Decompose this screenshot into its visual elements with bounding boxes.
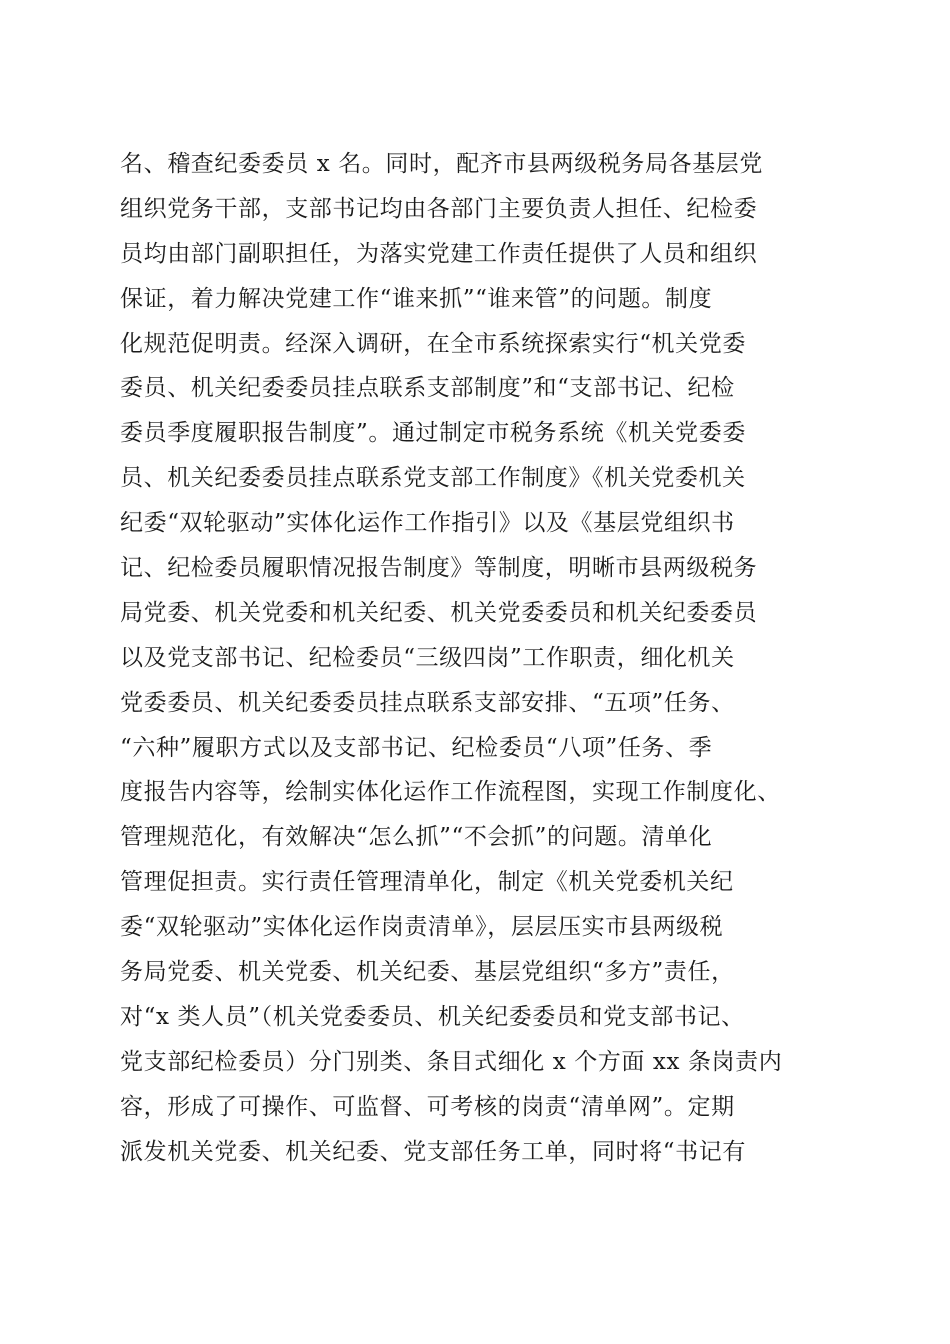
text-line: 委员、机关纪委委员挂点联系支部制度”和“支部书记、纪检 bbox=[120, 375, 735, 402]
text-line: 党支部纪检委员）分门别类、条目式细化 x 个方面 xx 条岗责内 bbox=[120, 1048, 783, 1075]
text-line: 对“x 类人员”（机关党委委员、机关纪委委员和党支部书记、 bbox=[120, 1003, 745, 1030]
text-line: 化规范促明责。经深入调研，在全市系统探索实行“机关党委 bbox=[120, 330, 746, 357]
text-line: 保证，着力解决党建工作“谁来抓”“谁来管”的问题。制度 bbox=[120, 285, 713, 312]
text-line: 记、纪检委员履职情况报告制度》等制度，明晰市县两级税务 bbox=[120, 555, 758, 582]
text-line: 员、机关纪委委员挂点联系党支部工作制度》《机关党委机关 bbox=[120, 465, 746, 492]
body-paragraph bbox=[120, 142, 840, 1174]
text-line: 管理促担责。实行责任管理清单化，制定《机关党委机关纪 bbox=[120, 869, 734, 896]
text-line: 务局党委、机关党委、机关纪委、基层党组织“多方”责任， bbox=[120, 959, 735, 986]
text-line: 以及党支部书记、纪检委员“三级四岗”工作职责，细化机关 bbox=[120, 644, 735, 671]
text-line: “六种”履职方式以及支部书记、纪检委员“八项”任务、季 bbox=[120, 734, 713, 761]
text-line: 容，形成了可操作、可监督、可考核的岗责“清单网”。定期 bbox=[120, 1093, 735, 1120]
text-line: 派发机关党委、机关纪委、党支部任务工单，同时将“书记有 bbox=[120, 1138, 746, 1165]
text-line: 管理规范化，有效解决“怎么抓”“不会抓”的问题。清单化 bbox=[120, 824, 713, 851]
text-line: 党委委员、机关纪委委员挂点联系支部安排、“五项”任务、 bbox=[120, 689, 735, 716]
text-line: 局党委、机关党委和机关纪委、机关党委委员和机关纪委委员 bbox=[120, 599, 758, 626]
text-line: 委“双轮驱动”实体化运作岗责清单》，层层压实市县两级税 bbox=[120, 914, 724, 941]
text-line: 委员季度履职报告制度”。通过制定市税务系统《机关党委委 bbox=[120, 420, 746, 447]
text-line: 组织党务干部，支部书记均由各部门主要负责人担任、纪检委 bbox=[120, 195, 758, 222]
text-line: 度报告内容等，绘制实体化运作工作流程图，实现工作制度化、 bbox=[120, 779, 781, 806]
text-line: 纪委“双轮驱动”实体化运作工作指引》以及《基层党组织书 bbox=[120, 510, 735, 537]
text-line: 员均由部门副职担任，为落实党建工作责任提供了人员和组织 bbox=[120, 240, 758, 267]
text-line: 名、稽查纪委委员 x 名。同时，配齐市县两级税务局各基层党 bbox=[120, 151, 763, 177]
